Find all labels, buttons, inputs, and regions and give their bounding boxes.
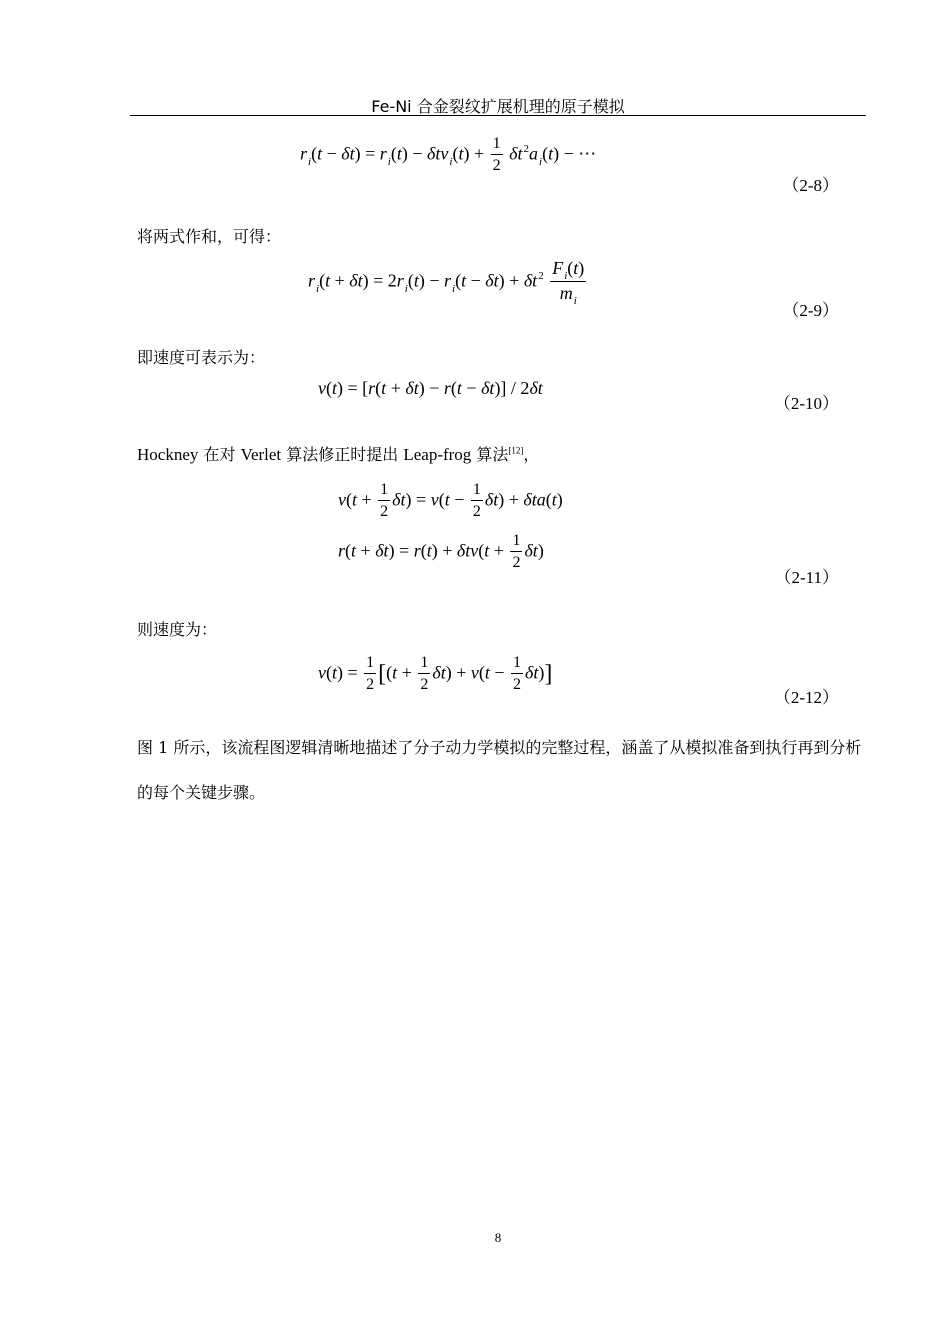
equation-number-2-12: （2-12） (773, 688, 839, 707)
equation-2-11-position: r(t + δt) = r(t) + δtv(t + $\frac{1}{2}$ δt) (338, 531, 544, 574)
page-number: 8 (494, 1230, 502, 1245)
text-segment: 算法 (471, 445, 509, 464)
equation-2-9: $r_i(t + \delta t) = 2r_i(t) - r_i(t - \delta t) + \delta t^2$ $\frac{F_i(t)}{m_i}$ (308, 258, 585, 307)
paragraph-velocity-intro: 即速度可表示为： (137, 348, 266, 367)
text-segment: 算法修正时提出 (281, 445, 404, 464)
term-verlet: Verlet (240, 445, 282, 464)
term-leap-frog: Leap-frog (403, 445, 472, 464)
equation-2-11-velocity: v(t + $\frac{1}{2}$ δt) = v(t − $\frac{1}{2}$ δt) + δta(t) (338, 480, 563, 523)
text-segment: ， (523, 445, 540, 464)
paragraph-velocity-is: 则速度为： (137, 620, 218, 639)
term-hockney: Hockney (137, 445, 199, 464)
paragraph-leapfrog (137, 442, 539, 468)
equation-number-2-8: （2-8） (782, 176, 839, 195)
equation-number-2-11: （2-11） (774, 568, 839, 587)
running-header: Fe-Ni 合金裂纹扩展机理的原子模拟 (371, 97, 625, 116)
equation-2-10: v(t) = [r(t + δt) − r(t − δt)] / 2δt (318, 378, 543, 398)
equation-2-12: v(t) = $\frac{1}{2}$ [(t + $\frac{1}{2}$ δt) + v(t − $\frac{1}{2}$ δt)] (318, 653, 552, 696)
text-segment: 在对 (198, 445, 241, 464)
paragraph-figure-description: 图 1 所示，该流程图逻辑清晰地描述了分子动力学模拟的完整过程，涵盖了从模拟准备到执行再到分析的每个关键步骤。 (137, 738, 862, 802)
equation-2-8: $r_i(t - \delta t) = r_i(t) - \delta tv_i(t)$ + $\frac{1}{2}$ $\delta t^2a_i(t)$ − ⋯ (300, 134, 596, 177)
equation-number-2-9: （2-9） (782, 301, 839, 320)
header-rule (130, 115, 866, 116)
citation-ref: [12] (508, 445, 524, 456)
paragraph-sum-intro: 将两式作和，可得： (137, 227, 282, 246)
equation-number-2-10: （2-10） (773, 394, 839, 413)
